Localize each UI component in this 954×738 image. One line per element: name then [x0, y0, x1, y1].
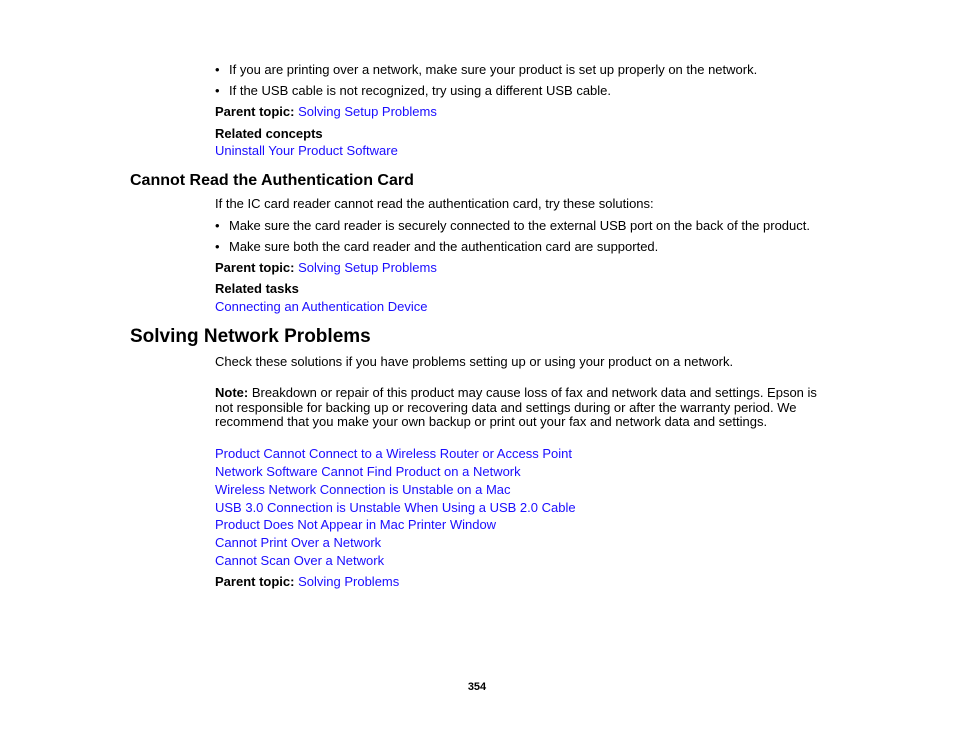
- bullet-marker: •: [215, 218, 220, 233]
- related-concepts-label: Related concepts: [215, 126, 323, 141]
- section-intro: If the IC card reader cannot read the authentication card, try these solutions:: [215, 196, 654, 211]
- related-concept-link[interactable]: Uninstall Your Product Software: [215, 143, 398, 158]
- topic-link[interactable]: Cannot Scan Over a Network: [215, 553, 385, 568]
- topic-link[interactable]: USB 3.0 Connection is Unstable When Using a USB 2.0 Cable: [215, 500, 576, 515]
- parent-topic-link[interactable]: Solving Setup Problems: [298, 260, 437, 275]
- section-intro: Check these solutions if you have problems setting up or using your product on a network.: [215, 354, 734, 369]
- parent-topic-label: Parent topic:: [215, 260, 295, 275]
- list-item: Make sure the card reader is securely connected to the external USB port on the back of the product.: [229, 218, 810, 233]
- parent-topic-link[interactable]: Solving Problems: [298, 574, 400, 589]
- section-heading: Cannot Read the Authentication Card: [130, 172, 414, 189]
- list-item: If you are printing over a network, make sure your product is set up properly on the network.: [229, 62, 758, 77]
- topic-link[interactable]: Wireless Network Connection is Unstable on a Mac: [215, 482, 511, 497]
- parent-topic-label: Parent topic:: [215, 574, 295, 589]
- parent-topic-line: [215, 260, 437, 275]
- parent-topic-label: Parent topic:: [215, 104, 295, 119]
- bullet-marker: •: [215, 83, 220, 98]
- list-item: Make sure both the card reader and the authentication card are supported.: [229, 239, 659, 254]
- topic-link[interactable]: Network Software Cannot Find Product on a Network: [215, 464, 521, 479]
- note-text: Breakdown or repair of this product may cause loss of fax and network data and settings. Epson is not responsible for backing up or recovering data and settings during or after the warranty period. We recommend that you make your own backup or print out your fax and network data and settings.: [215, 385, 817, 429]
- note-label: Note:: [215, 385, 249, 400]
- parent-topic-line: [215, 104, 437, 119]
- bullet-marker: •: [215, 62, 220, 77]
- bullet-marker: •: [215, 239, 220, 254]
- parent-topic-link[interactable]: Solving Setup Problems: [298, 104, 437, 119]
- note-paragraph: [215, 386, 830, 430]
- section-heading: Solving Network Problems: [130, 326, 371, 347]
- related-tasks-label: Related tasks: [215, 281, 299, 296]
- topic-link[interactable]: Cannot Print Over a Network: [215, 535, 382, 550]
- parent-topic-line: [215, 574, 399, 589]
- topic-link[interactable]: Product Does Not Appear in Mac Printer Window: [215, 517, 497, 532]
- topic-link[interactable]: Product Cannot Connect to a Wireless Router or Access Point: [215, 446, 572, 461]
- list-item: If the USB cable is not recognized, try using a different USB cable.: [229, 83, 612, 98]
- related-task-link[interactable]: Connecting an Authentication Device: [215, 299, 428, 314]
- page-number: 354: [467, 681, 487, 693]
